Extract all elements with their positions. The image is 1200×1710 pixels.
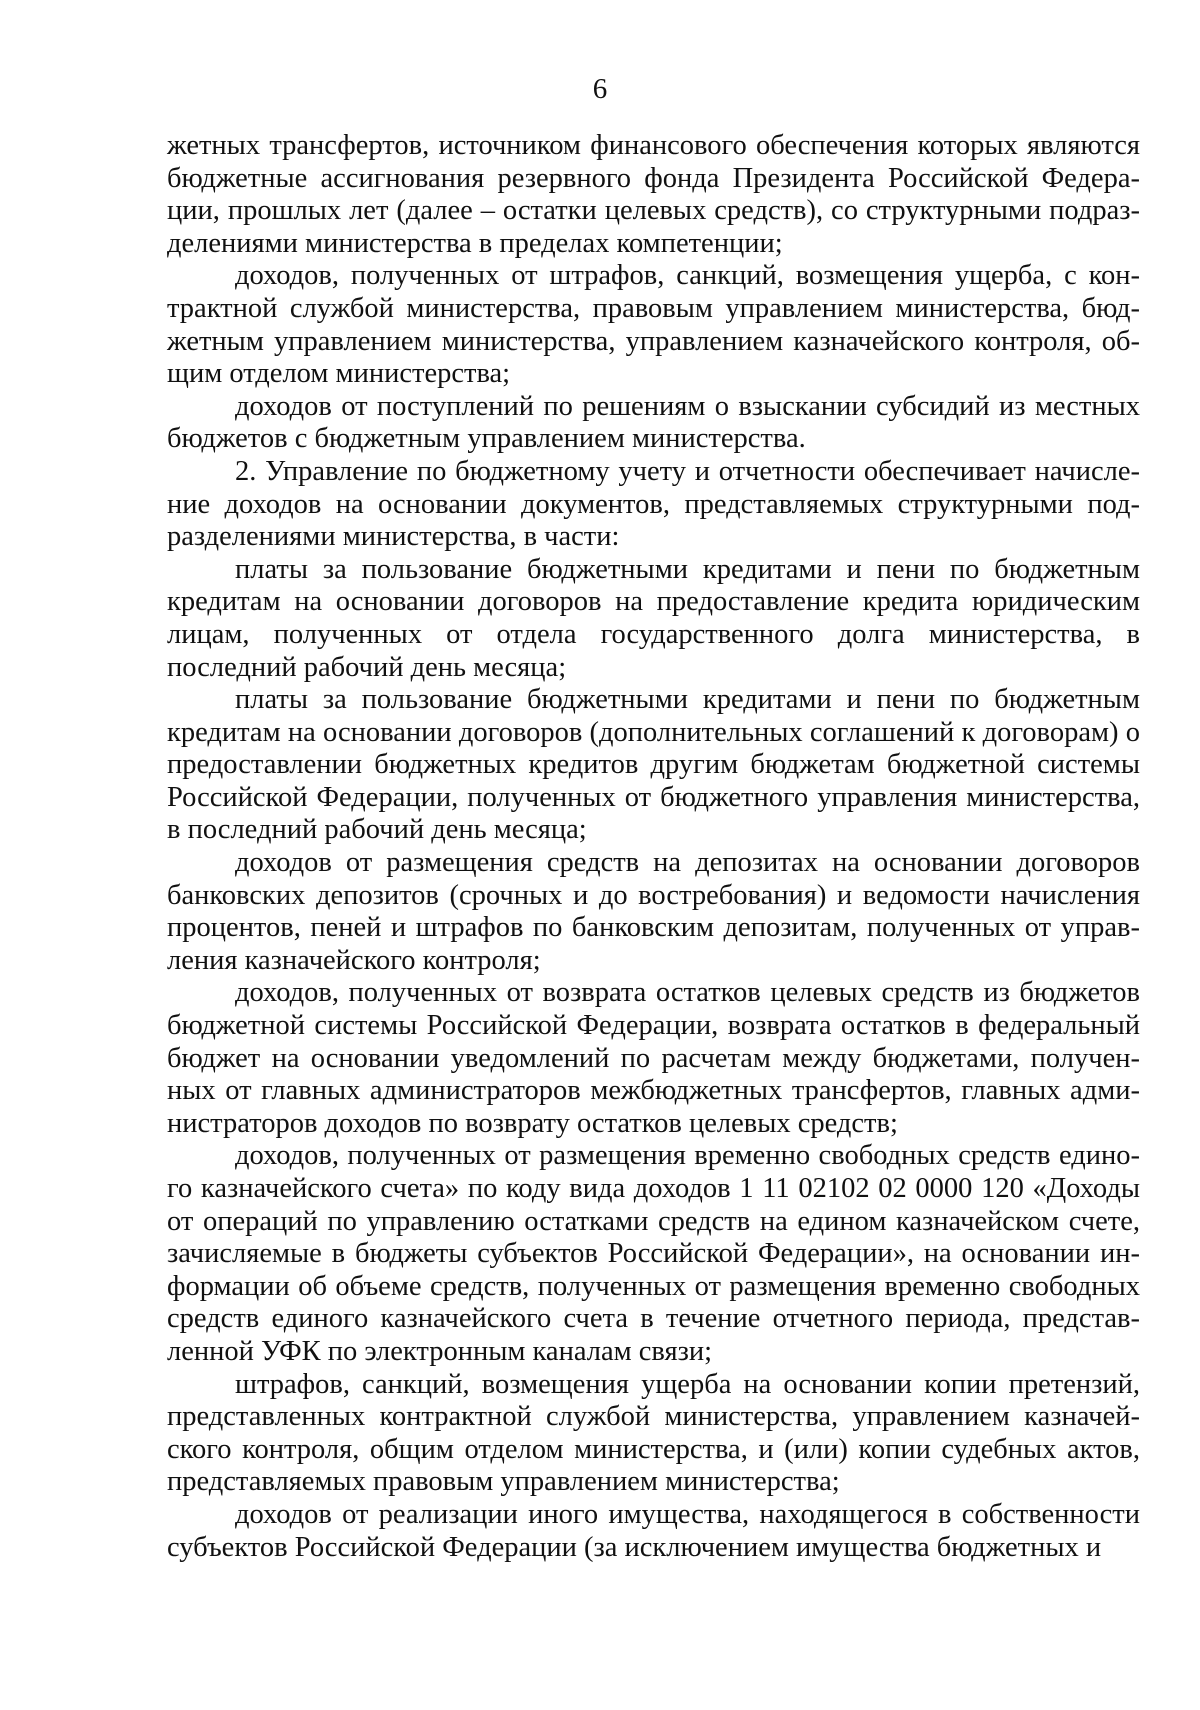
paragraph: платы за пользование бюджетными кредитами и пени по бюджетным кредитам на основании договоров на предоставление кредита юридическим лицам, полученных от отдела государственного долга министерства, в последний рабочий день месяца; (167, 553, 1140, 683)
paragraph: доходов от поступлений по решениям о взыскании субсидий из местных бюджетов с бюджетным управлением министерства. (167, 390, 1140, 455)
paragraph-continuation: жетных трансфертов, источником финансового обеспечения которых являются бюджетные ассигнования резервного фонда Президента Российской Федерации, прошлых лет (далее – остатки целевых средств), со структурными подразделениями министерства в пределах компетенции; (167, 130, 1140, 259)
page-number: 6 (592, 73, 608, 105)
document-body (167, 130, 1140, 1564)
paragraph: платы за пользование бюджетными кредитами и пени по бюджетным кредитам на основании договоров (дополнительных соглашений к договорам) о предоставлении бюджетных кредитов другим бюджетам бюджетной системы Российской Федерации, полученных от бюджетного управления министерства, в последний рабочий день месяца; (167, 684, 1140, 846)
paragraph: доходов, полученных от штрафов, санкций, возмещения ущерба, с контрактной службой министерства, правовым управлением министерства, бюджетным управлением министерства, управлением казначейского контроля, общим отделом министерства; (167, 260, 1140, 390)
paragraph: штрафов, санкций, возмещения ущерба на основании копии претензий, представленных контрактной службой министерства, управлением казначейского контроля, общим отделом министерства, и (или) копии судебных актов, представляемых правовым управлением министерства; (167, 1368, 1140, 1498)
paragraph: 2. Управление по бюджетному учету и отчетности обеспечивает начисление доходов на основании документов, представляемых структурными подразделениями министерства, в части: (167, 455, 1140, 553)
paragraph: доходов от реализации иного имущества, находящегося в собственности субъектов Российской Федерации (за исключением имущества бюджетных и (167, 1498, 1140, 1563)
paragraph: доходов от размещения средств на депозитах на основании договоров банковских депозитов (срочных и до востребования) и ведомости начисления процентов, пеней и штрафов по банковским депозитам, полученных от управления казначейского контроля; (167, 847, 1140, 976)
paragraph: доходов, полученных от размещения временно свободных средств единого казначейского счета» по коду вида доходов 1 11 02102 02 0000 120 «Доходы от операций по управлению остатками средств на едином казначейском счете, зачисляемые в бюджеты субъектов Российской Федерации», на основании информации об объеме средств, полученных от размещения временно свободных средств единого казначейского счета в течение отчетного периода, представленной УФК по электронным каналам связи; (167, 1140, 1140, 1367)
paragraph: доходов, полученных от возврата остатков целевых средств из бюджетов бюджетной системы Российской Федерации, возврата остатков в федеральный бюджет на основании уведомлений по расчетам между бюджетами, полученных от главных администраторов межбюджетных трансфертов, главных администраторов доходов по возврату остатков целевых средств; (167, 977, 1140, 1139)
